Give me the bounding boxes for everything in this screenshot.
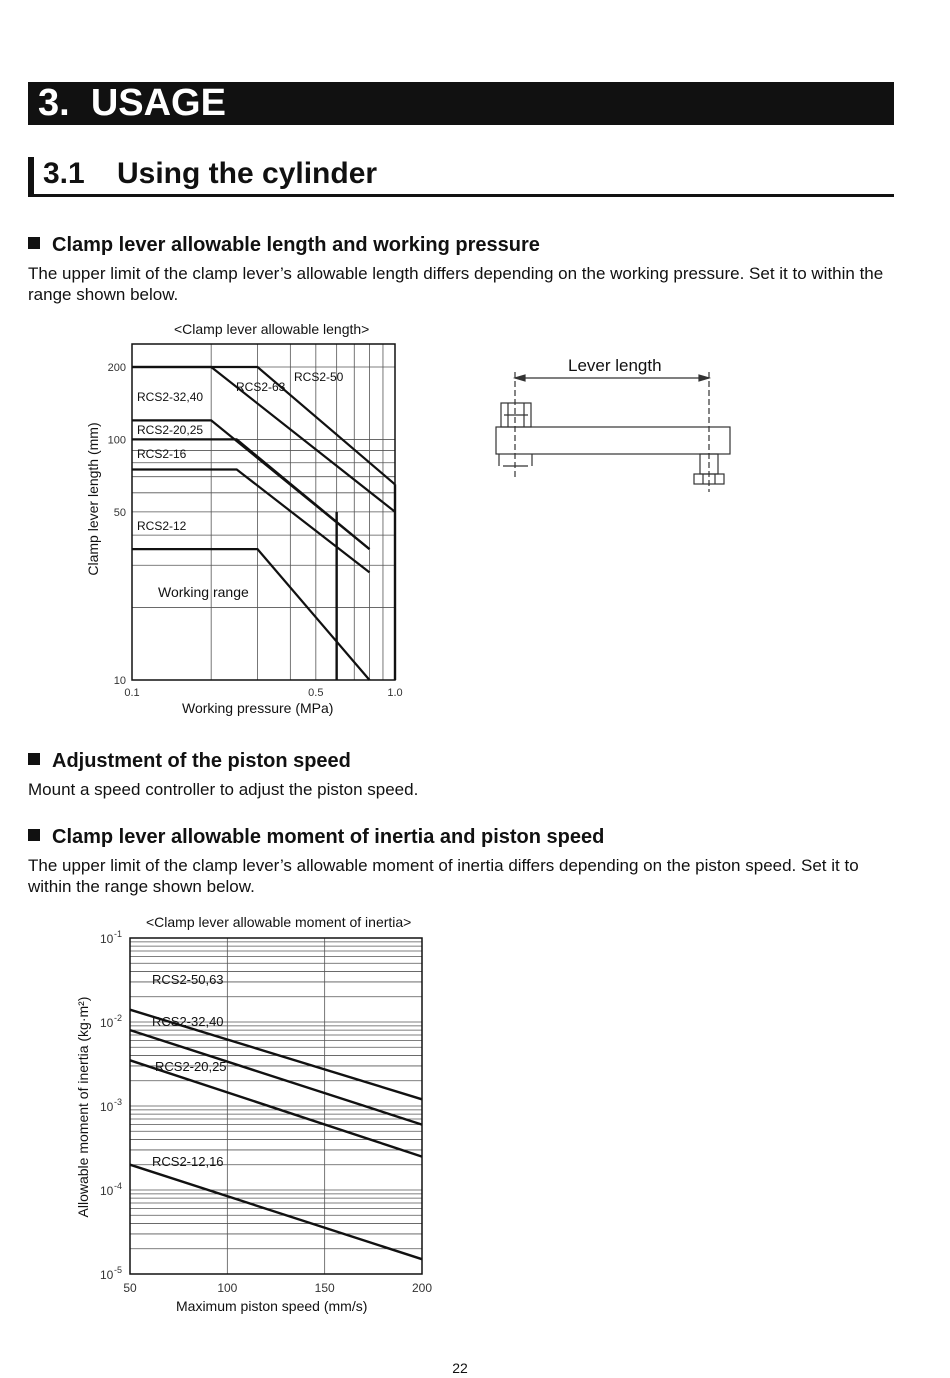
chart2-ytick-label: 10 (100, 1016, 114, 1030)
subheading-lever-length: Clamp lever allowable length and working pressure (28, 234, 540, 257)
chart1-ylabel: Clamp lever length (mm) (85, 422, 101, 576)
chart1-ytick-label: 200 (107, 362, 126, 374)
square-bullet-icon (28, 829, 40, 841)
chart1-xtick-label: 0.1 (124, 687, 140, 699)
chart1-annotation: Working range (158, 584, 249, 600)
chart1-series-label: RCS2-12 (137, 519, 187, 533)
chart1-xtick-label: 1.0 (387, 687, 403, 699)
chart2-xtick-label: 200 (411, 1281, 433, 1295)
chart2-xtick-label: 50 (123, 1281, 137, 1295)
chart1-ytick-label: 50 (113, 506, 126, 519)
chart1-series-label: RCS2-32,40 (137, 390, 204, 404)
lever-arm (496, 427, 730, 454)
chart2-series-label: RCS2-32,40 (152, 1014, 224, 1029)
chart1-series-line (132, 549, 370, 680)
square-bullet-icon (28, 753, 40, 765)
chart2-series-label: RCS2-12,16 (152, 1154, 224, 1169)
chart2-series-line (130, 1030, 422, 1125)
chapter-title: USAGE (90, 82, 226, 124)
chart1-series-label: RCS2-63 (236, 380, 286, 394)
chart2-ytick-label: 10 (100, 932, 114, 946)
chart2-ytick-exponent: -3 (114, 1097, 123, 1107)
paragraph-lever-length: The upper limit of the clamp lever’s allowable length differs depending on the working pressure. Set it to within the range shown below. (28, 264, 884, 304)
chart1-series-label: RCS2-20,25 (137, 423, 204, 437)
chart2-plot (100, 929, 432, 1295)
chapter-number: 3. (38, 82, 70, 124)
chart1-plot (108, 344, 403, 699)
chart1-ytick-label: 10 (113, 675, 126, 687)
chart1-xlabel: Working pressure (MPa) (182, 700, 334, 716)
chart2-xlabel: Maximum piston speed (mm/s) (176, 1298, 368, 1314)
chart1-ytick-label: 100 (107, 434, 126, 447)
section-title: Using the cylinder (117, 157, 378, 190)
chart2-ytick-exponent: -5 (114, 1265, 123, 1275)
paragraph-piston-speed: Mount a speed controller to adjust the piston speed. (28, 780, 419, 799)
chart1-series-label: RCS2-50 (294, 370, 344, 384)
chart2-series-line (130, 1060, 422, 1156)
chart2-ytick-exponent: -1 (114, 929, 123, 939)
chart1-xtick-label: 0.5 (308, 687, 324, 699)
chart2-ytick-label: 10 (100, 1100, 114, 1114)
chart2-xtick-label: 150 (314, 1281, 335, 1295)
section-number: 3.1 (43, 157, 85, 190)
lever-diagram (496, 372, 730, 492)
chart2-series-line (130, 1165, 422, 1260)
arrow-right-icon (699, 375, 709, 381)
chart1-title: <Clamp lever allowable length> (174, 321, 370, 337)
chart2-ytick-label: 10 (100, 1184, 114, 1198)
chart2-series-label: RCS2-20,25 (155, 1059, 227, 1074)
chart2-ytick-exponent: -2 (114, 1013, 123, 1023)
paragraph-moment-inertia: The upper limit of the clamp lever’s allowable moment of inertia differs depending on the piston speed. Set it to within the range shown below. (28, 856, 859, 896)
chart2-ytick-exponent: -4 (114, 1181, 123, 1191)
chart2-ylabel: Allowable moment of inertia (kg·m²) (75, 996, 91, 1218)
arrow-left-icon (515, 375, 525, 381)
chart1-series-label: RCS2-16 (137, 447, 187, 461)
chart2-ytick-label: 10 (100, 1268, 114, 1282)
page-number: 22 (452, 1360, 468, 1376)
lever-length-label: Lever length (568, 356, 662, 375)
subheading-piston-speed: Adjustment of the piston speed (28, 750, 351, 773)
chart2-xtick-label: 100 (217, 1281, 238, 1295)
subheading-moment-inertia: Clamp lever allowable moment of inertia and piston speed (28, 826, 604, 849)
chart2-title: <Clamp lever allowable moment of inertia> (146, 914, 412, 930)
chart2-series-label: RCS2-50,63 (152, 972, 224, 987)
